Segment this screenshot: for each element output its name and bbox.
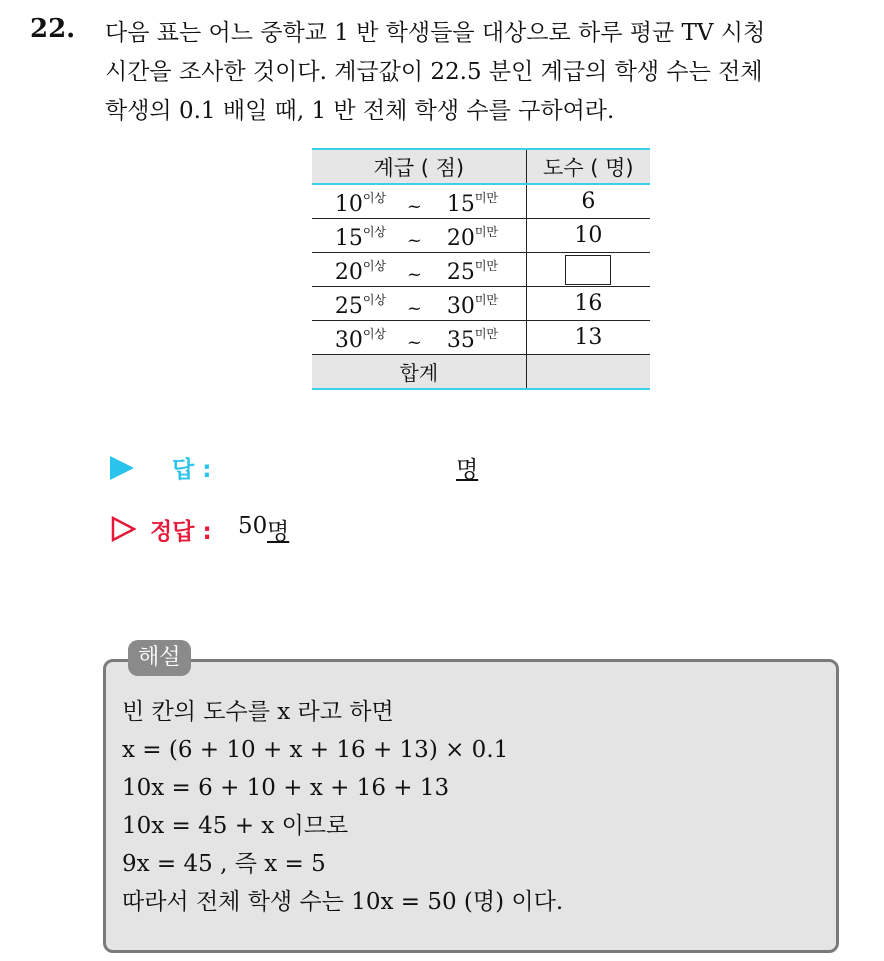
header-frequency: 도수 ( 명) xyxy=(526,149,650,184)
total-label: 합계 xyxy=(312,355,526,390)
table-total-row xyxy=(312,355,650,390)
range-tilde: ~ xyxy=(406,298,422,319)
table-row xyxy=(312,287,650,321)
play-icon xyxy=(110,456,134,480)
frequency-cell xyxy=(526,253,650,287)
explanation-line: 9x = 45 , 즉 x = 5 xyxy=(122,851,326,877)
lower-bound: 20 xyxy=(334,260,363,285)
frequency-cell: 6 xyxy=(526,184,650,219)
explanation-line: 10x = 6 + 10 + x + 16 + 13 xyxy=(122,775,450,801)
answer-row xyxy=(110,448,710,488)
frequency-cell: 13 xyxy=(526,321,650,355)
range-upper xyxy=(447,192,498,217)
frequency-cell: 10 xyxy=(526,219,650,253)
upper-bound: 30 xyxy=(446,294,475,319)
upper-suffix: 미만 xyxy=(474,259,499,273)
total-value xyxy=(526,355,650,390)
class-interval-cell xyxy=(312,253,526,287)
correct-answer-value: 50 xyxy=(238,513,268,539)
range-lower xyxy=(335,226,386,251)
lower-bound: 30 xyxy=(334,328,363,353)
range-lower xyxy=(335,328,386,353)
class-interval-cell xyxy=(312,219,526,253)
lower-bound: 25 xyxy=(334,294,363,319)
question-text-line: 다음 표는 어느 중학교 1 반 학생들을 대상으로 하루 평균 TV 시청 xyxy=(105,20,766,46)
range-tilde: ~ xyxy=(406,230,422,251)
upper-bound: 15 xyxy=(446,192,475,217)
explanation-line: 따라서 전체 학생 수는 10x = 50 (명) 이다. xyxy=(122,889,564,915)
question-number: 22. xyxy=(30,14,76,44)
answer-unit: 명 xyxy=(456,457,479,483)
class-interval-cell xyxy=(312,321,526,355)
lower-suffix: 이상 xyxy=(362,225,387,239)
frequency-cell: 16 xyxy=(526,287,650,321)
answer-label: 답 : xyxy=(172,457,212,483)
upper-bound: 20 xyxy=(446,226,475,251)
range-tilde: ~ xyxy=(406,196,422,217)
range-upper xyxy=(447,226,498,251)
table-row xyxy=(312,321,650,355)
question-text-line: 학생의 0.1 배일 때, 1 반 전체 학생 수를 구하여라. xyxy=(105,98,615,124)
table-row xyxy=(312,253,650,287)
lower-suffix: 이상 xyxy=(362,191,387,205)
range-upper xyxy=(447,294,498,319)
upper-suffix: 미만 xyxy=(474,293,499,307)
upper-suffix: 미만 xyxy=(474,327,499,341)
class-interval-cell xyxy=(312,287,526,321)
upper-suffix: 미만 xyxy=(474,225,499,239)
question-text xyxy=(105,14,865,131)
correct-answer-row xyxy=(110,510,710,550)
explanation-lines xyxy=(122,693,822,921)
header-class: 계급 ( 점) xyxy=(312,149,526,184)
frequency-table xyxy=(312,148,650,390)
explanation-line: x = (6 + 10 + x + 16 + 13) × 0.1 xyxy=(122,737,509,763)
upper-bound: 35 xyxy=(446,328,475,353)
range-lower xyxy=(335,192,386,217)
lower-bound: 15 xyxy=(334,226,363,251)
range-tilde: ~ xyxy=(406,332,422,353)
lower-suffix: 이상 xyxy=(362,293,387,307)
range-upper xyxy=(447,328,498,353)
range-lower xyxy=(335,260,386,285)
table-header-row xyxy=(312,149,650,184)
table-row xyxy=(312,219,650,253)
outline-play-icon xyxy=(110,516,136,542)
blank-box[interactable] xyxy=(565,255,611,285)
lower-bound: 10 xyxy=(334,192,363,217)
lower-suffix: 이상 xyxy=(362,259,387,273)
lower-suffix: 이상 xyxy=(362,327,387,341)
range-upper xyxy=(447,260,498,285)
class-interval-cell xyxy=(312,184,526,219)
explanation-line: 빈 칸의 도수를 x 라고 하면 xyxy=(122,699,394,725)
upper-suffix: 미만 xyxy=(474,191,499,205)
correct-answer-unit: 명 xyxy=(267,519,290,545)
explanation-tab: 해설 xyxy=(128,640,191,676)
range-tilde: ~ xyxy=(406,264,422,285)
table-row xyxy=(312,184,650,219)
range-lower xyxy=(335,294,386,319)
upper-bound: 25 xyxy=(446,260,475,285)
explanation-line: 10x = 45 + x 이므로 xyxy=(122,813,349,839)
correct-answer-label: 정답 : xyxy=(150,519,212,545)
question-text-line: 시간을 조사한 것이다. 계급값이 22.5 분인 계급의 학생 수는 전체 xyxy=(105,59,763,85)
